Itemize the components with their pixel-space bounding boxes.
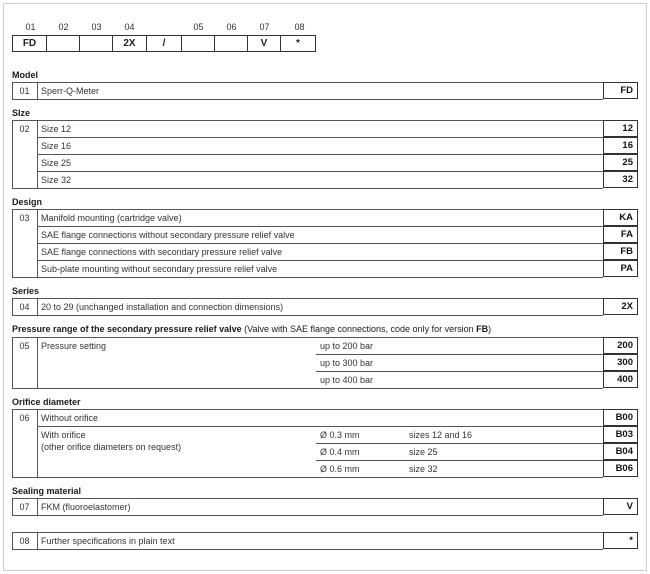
row-number: 04 [19,301,30,312]
row-description: Sperr-Q-Meter [41,85,100,96]
code-box: 25 [603,154,638,171]
design-row [12,260,638,277]
position-number: 02 [58,22,69,32]
row-description: Sub-plate mounting without secondary pressure relief valve [41,263,278,274]
orifice-sizes: size 32 [409,463,438,474]
code-box [80,35,113,52]
divider [12,549,603,550]
code-box: 2X [603,298,638,315]
row-description: Size 32 [41,174,72,185]
section-title-series: Series [12,286,40,296]
size-row [12,171,638,188]
code-box: 16 [603,137,638,154]
position-number: 03 [91,22,102,32]
further-row [12,532,638,549]
divider [12,315,603,316]
row-description: With orifice [41,429,86,440]
section-title-size: SIze [12,108,31,118]
code-box: FA [603,226,638,243]
orifice-sizes: size 25 [409,446,438,457]
position-number: 07 [259,22,270,32]
code-box: 2X [113,35,147,52]
series-row [12,298,638,315]
pressure-row [12,354,638,371]
section-title-model: Model [12,70,38,80]
pressure-row [12,371,638,388]
row-number: 02 [19,123,30,134]
row-description: Size 12 [41,123,72,134]
row-number: 05 [19,340,30,351]
pressure-note-end: ) [488,324,492,334]
pressure-note: (Valve with SAE flange connections, code only for version [241,324,477,334]
row-description: 20 to 29 (unchanged installation and connection dimensions) [41,301,284,312]
model-row [12,82,638,99]
row-number: 07 [19,501,30,512]
design-row [12,209,638,226]
row-description: Size 16 [41,140,72,151]
divider [12,277,603,278]
divider [12,388,603,389]
orifice-row [12,460,638,477]
orifice-sizes: sizes 12 and 16 [409,429,473,440]
position-number: 04 [124,22,135,32]
row-description: Further specifications in plain text [41,535,175,546]
code-box: PA [603,260,638,277]
position-number: 05 [193,22,204,32]
code-box: 12 [603,120,638,137]
sealing-row [12,498,638,515]
orifice-diameter: Ø 0.6 mm [320,463,360,474]
orifice-row [12,443,638,460]
code-box [182,35,215,52]
row-number: 08 [19,535,30,546]
position-number: 01 [25,22,36,32]
code-box: B06 [603,460,638,477]
pressure-range: up to 400 bar [320,374,374,385]
pressure-range: up to 200 bar [320,340,374,351]
code-box: B04 [603,443,638,460]
divider [12,515,603,516]
orifice-row [12,409,638,426]
code-box: B03 [603,426,638,443]
code-box: / [147,35,182,52]
pressure-row [12,337,638,354]
orifice-diameter: Ø 0.4 mm [320,446,360,457]
code-box: 32 [603,171,638,188]
code-box [47,35,80,52]
row-description: Size 25 [41,157,72,168]
row-number: 06 [19,412,30,423]
row-number: 03 [19,212,30,223]
row-description: (other orifice diameters on request) [41,441,182,452]
section-title-sealing: Sealing material [12,486,82,496]
row-description: SAE flange connections without secondary pressure relief valve [41,229,295,240]
divider [12,477,603,478]
orifice-diameter: Ø 0.3 mm [320,429,360,440]
code-box: FD [603,82,638,99]
size-row [12,120,638,137]
code-box: 200 [603,337,638,354]
design-row [12,243,638,260]
row-description: Pressure setting [41,340,107,351]
code-box: KA [603,209,638,226]
row-description: SAE flange connections with secondary pressure relief valve [41,246,283,257]
row-description: FKM (fluoroelastomer) [41,501,131,512]
pressure-range: up to 300 bar [320,357,374,368]
position-number: 06 [226,22,237,32]
code-box: FD [12,35,47,52]
code-box: * [603,532,638,549]
section-title-design: Design [12,197,43,207]
size-row [12,154,638,171]
position-number: 08 [294,22,305,32]
code-box: 400 [603,371,638,388]
section-title-pressure [12,324,491,334]
code-box: FB [603,243,638,260]
code-box: V [603,498,638,515]
row-number: 01 [19,85,30,96]
code-box: V [248,35,281,52]
code-box: * [281,35,316,52]
section-title-orifice: Orifice diameter [12,397,81,407]
design-row [12,226,638,243]
divider [12,188,603,189]
pressure-title-text: Pressure range of the secondary pressure relief valve [12,324,242,334]
divider [12,99,603,100]
code-box: 300 [603,354,638,371]
code-box [215,35,248,52]
pressure-note-code: FB [476,324,489,334]
row-description: Without orifice [41,412,99,423]
row-description: Manifold mounting (cartridge valve) [41,212,182,223]
code-box: B00 [603,409,638,426]
size-row [12,137,638,154]
